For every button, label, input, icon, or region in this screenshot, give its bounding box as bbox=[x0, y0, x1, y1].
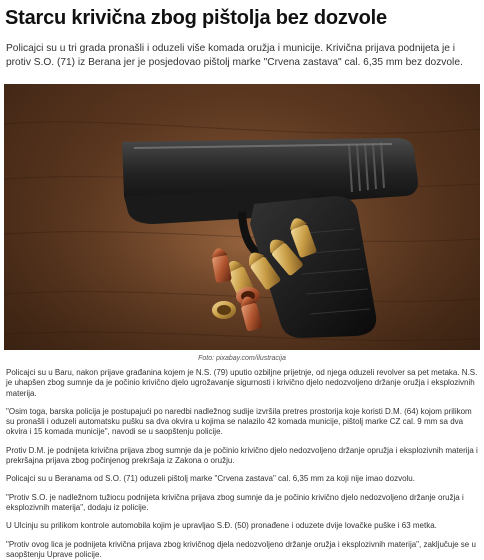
article-title: Starcu krivična zbog pištolja bez dozvole bbox=[5, 7, 387, 29]
article-photo bbox=[4, 84, 480, 350]
article-paragraph: "Protiv ovog lica je podnijeta krivična prijava zbog krivičnog djela nedozvoljeno držanje oružja i eksplozivnih materija", zaključuje se u saopštenju Uprave policije. bbox=[6, 539, 476, 559]
article-paragraph: Policajci su u Baru, nakon prijave građanina kojem je N.S. (79) uputio ozbiljne prijetnje, od njega oduzeli revolver sa pet metaka. N.S. je uhapšen zbog sumnje da je počinio krivično djelo ugrožavanje sigurnosti i krivično djelo nedozvoljeno držanje oružja i eksplozivnih materija. bbox=[6, 368, 478, 398]
article-body bbox=[4, 368, 480, 560]
article-paragraph: Protiv D.M. je podnijeta krivična prijava zbog sumnje da je počinio krivično djelo nedozvoljeno držanje opružja i eksplozivnih materija i prekršajna prijava zbog počinjenog prekršaja iz Zakona o oružju. bbox=[6, 445, 478, 466]
pistol-and-bullets-image bbox=[4, 84, 480, 350]
article-paragraph: Policajci su u Beranama od S.O. (71) oduzeli pištolj marke "Crvena zastava" cal. 6,35 mm za koji nije imao dozvolu. bbox=[6, 474, 415, 484]
photo-caption: Foto: pixabay.com/ilustracija bbox=[198, 355, 286, 362]
article-paragraph: "Osim toga, barska policija je postupajući po naredbi nadležnog sudije izvršila pretres prostorija koje koristi D.M. (64) kojom prilikom su pronašli i oduzeli automatsku pušku sa dva okvira u kojima se nalazilo 42 komada municije, pištolj marke CZ cal. 9 mm sa dva okvira i 15 komada municije", navodi se u saopštenju policije. bbox=[6, 406, 472, 437]
article-paragraph: U Ulcinju su prilikom kontrole automobila kojim je upravljao S.Đ. (50) pronađene i oduzete dvije lovačke puške i 63 metka. bbox=[6, 521, 437, 531]
article-lead: Policajci su u tri grada pronašli i oduzeli više komada oružja i municije. Krivična prijava podnijeta je i protiv S.O. (71) iz Berana jer je posjedovao pištolj marke "Crvena zastava" cal. 6,35 mm bez dozvole. bbox=[6, 43, 463, 68]
article-paragraph: "Protiv S.O. je nadležnom tužiocu podnijeta krivična prijava zbog sumnje da je počinio krivično djelo nedozvoljeno držanje oružja i eksplozivnih materija", dodaju iz policije. bbox=[6, 492, 464, 512]
